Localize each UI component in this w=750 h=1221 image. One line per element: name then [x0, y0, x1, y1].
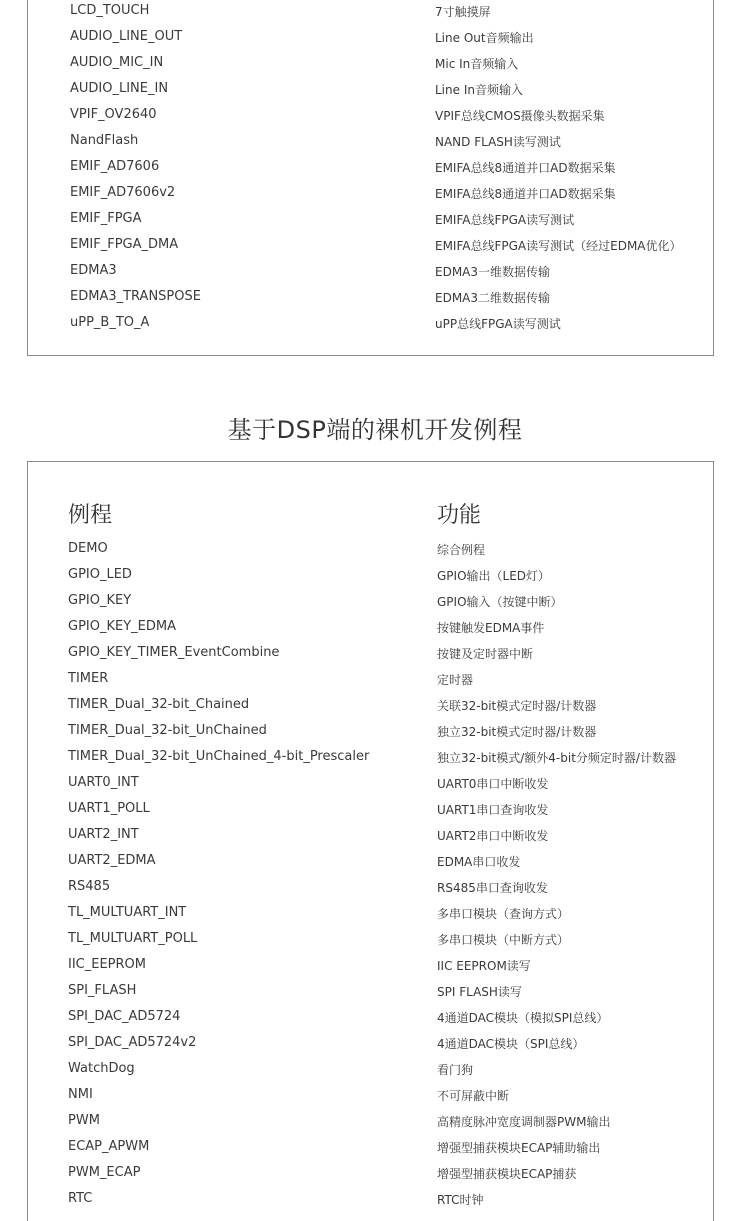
column-header-function: 功能 — [437, 503, 482, 528]
example-function: GPIO输入（按键中断） — [437, 595, 563, 609]
example-function: uPP总线FPGA读写测试 — [435, 317, 561, 331]
example-function: EDMA3一维数据传输 — [435, 265, 551, 279]
example-function: 增强型捕获模块ECAP捕获 — [437, 1167, 577, 1181]
example-function: EMIFA总线FPGA读写测试（经过EDMA优化） — [435, 239, 682, 253]
example-name: RTC — [68, 1191, 93, 1206]
example-function: 看门狗 — [437, 1063, 474, 1077]
example-name: WatchDog — [68, 1061, 135, 1076]
example-function: VPIF总线CMOS摄像头数据采集 — [435, 109, 605, 123]
example-name: GPIO_KEY_TIMER_EventCombine — [68, 645, 280, 660]
example-name: AUDIO_LINE_IN — [70, 81, 169, 96]
example-name: SPI_FLASH — [68, 983, 137, 998]
example-name: GPIO_KEY — [68, 593, 132, 608]
example-name: AUDIO_MIC_IN — [70, 55, 164, 70]
example-function: 7寸触摸屏 — [435, 5, 491, 19]
example-function: IIC EEPROM读写 — [437, 959, 531, 973]
example-name: UART2_INT — [68, 827, 139, 842]
example-function: 关联32-bit模式定时器/计数器 — [437, 699, 597, 713]
example-name: VPIF_OV2640 — [70, 107, 157, 122]
example-function: EDMA3二维数据传输 — [435, 291, 551, 305]
example-name: UART0_INT — [68, 775, 139, 790]
example-function: 多串口模块（查询方式） — [437, 907, 570, 921]
example-function: 高精度脉冲宽度调制器PWM输出 — [437, 1115, 611, 1129]
example-function: 综合例程 — [437, 543, 486, 557]
example-name: EDMA3_TRANSPOSE — [70, 289, 201, 304]
example-function: UART2串口中断收发 — [437, 829, 549, 843]
example-function: SPI FLASH读写 — [437, 985, 522, 999]
example-function: EMIFA总线FPGA读写测试 — [435, 213, 575, 227]
example-function: RTC时钟 — [437, 1193, 484, 1207]
example-name: EMIF_AD7606 — [70, 159, 160, 174]
example-function: 不可屏蔽中断 — [437, 1089, 510, 1103]
example-function: 4通道DAC模块（SPI总线） — [437, 1037, 585, 1051]
example-name: EMIF_FPGA_DMA — [70, 237, 179, 252]
example-function: 独立32-bit模式定时器/计数器 — [437, 725, 597, 739]
example-function: EDMA串口收发 — [437, 855, 521, 869]
example-name: ECAP_APWM — [68, 1139, 150, 1154]
example-function: UART0串口中断收发 — [437, 777, 549, 791]
dsp-example-table — [27, 461, 714, 1221]
example-name: UART2_EDMA — [68, 853, 156, 868]
example-function: GPIO输出（LED灯） — [437, 569, 551, 583]
example-name: LCD_TOUCH — [70, 3, 150, 18]
example-name: TIMER_Dual_32-bit_Chained — [68, 697, 250, 712]
example-name: PWM — [68, 1113, 100, 1128]
section-title: 基于DSP端的裸机开发例程 — [227, 416, 523, 444]
example-function: UART1串口查询收发 — [437, 803, 549, 817]
example-name: TIMER — [68, 671, 109, 686]
example-name: EMIF_AD7606v2 — [70, 185, 176, 200]
example-function: NAND FLASH读写测试 — [435, 135, 561, 149]
example-function: Line In音频输入 — [435, 83, 523, 97]
example-name: TL_MULTUART_POLL — [68, 931, 198, 946]
example-name: GPIO_LED — [68, 567, 132, 582]
example-function: 定时器 — [437, 673, 474, 687]
example-name: EMIF_FPGA — [70, 211, 142, 226]
example-name: AUDIO_LINE_OUT — [70, 29, 183, 44]
example-function: Mic In音频输入 — [435, 57, 519, 71]
example-name: NMI — [68, 1087, 93, 1102]
example-function: EMIFA总线8通道并口AD数据采集 — [435, 161, 616, 175]
example-name: EDMA3 — [70, 263, 117, 278]
example-name: SPI_DAC_AD5724 — [68, 1009, 181, 1024]
example-name: NandFlash — [70, 133, 139, 148]
example-function: 按键触发EDMA事件 — [437, 621, 545, 635]
example-name: IIC_EEPROM — [68, 957, 146, 972]
example-name: GPIO_KEY_EDMA — [68, 619, 176, 634]
example-name: PWM_ECAP — [68, 1165, 141, 1180]
example-function: 独立32-bit模式/额外4-bit分频定时器/计数器 — [437, 751, 676, 765]
example-name: TIMER_Dual_32-bit_UnChained — [68, 723, 267, 738]
example-function: RS485串口查询收发 — [437, 881, 548, 895]
example-name: uPP_B_TO_A — [70, 315, 150, 330]
example-function: 增强型捕获模块ECAP辅助输出 — [437, 1141, 601, 1155]
example-function: 按键及定时器中断 — [437, 647, 534, 661]
example-function: 4通道DAC模块（模拟SPI总线） — [437, 1011, 609, 1025]
example-name: DEMO — [68, 541, 108, 556]
example-function: Line Out音频输出 — [435, 31, 534, 45]
example-name: SPI_DAC_AD5724v2 — [68, 1035, 197, 1050]
example-name: TIMER_Dual_32-bit_UnChained_4-bit_Prescaler — [68, 749, 370, 764]
top-example-table — [27, 0, 714, 356]
column-header-example: 例程 — [68, 503, 113, 528]
example-name: UART1_POLL — [68, 801, 150, 816]
example-name: RS485 — [68, 879, 111, 894]
example-function: EMIFA总线8通道并口AD数据采集 — [435, 187, 616, 201]
example-name: TL_MULTUART_INT — [68, 905, 187, 920]
example-function: 多串口模块（中断方式） — [437, 933, 570, 947]
